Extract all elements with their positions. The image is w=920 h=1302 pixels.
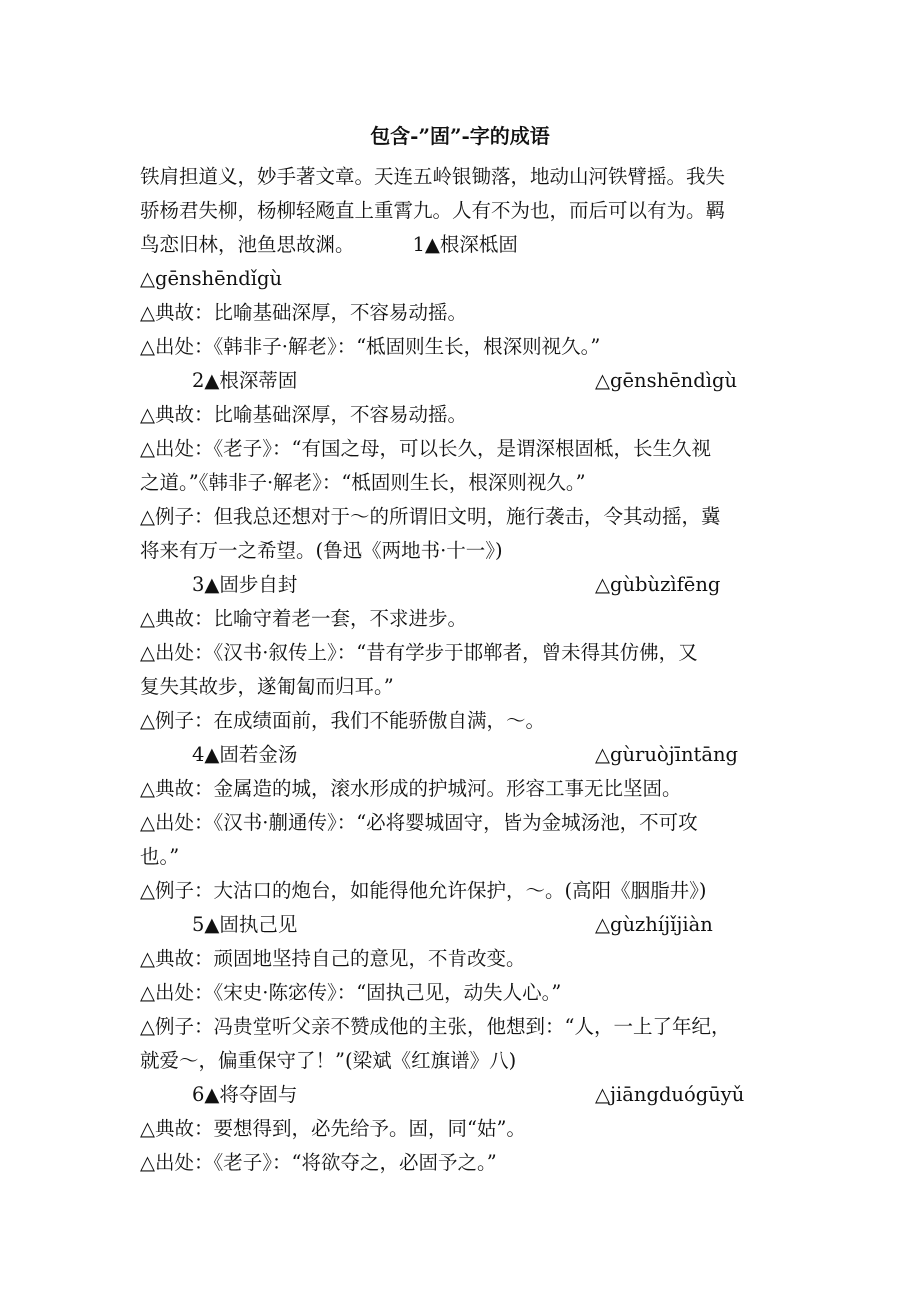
entry-line: △典故：比喻基础深厚，不容易动摇。	[140, 403, 467, 426]
entry-line: △例子：大沽口的炮台，如能得他允许保护，～。(高阳《胭脂井》)	[140, 879, 707, 902]
entry-line: 将来有万一之希望。(鲁迅《两地书·十一》)	[140, 539, 503, 562]
entry-pinyin: △gùruòjīntāng	[595, 743, 739, 766]
entry-line: △出处：《汉书·叙传上》：“昔有学步于邯郸者，曾未得其仿佛，又	[140, 641, 698, 664]
entry-line: 就爱～，偏重保守了！”(梁斌《红旗谱》八)	[140, 1049, 517, 1072]
entry-pinyin: △gēnshēndìgù	[595, 369, 738, 392]
entry-line: 也。”	[140, 845, 180, 868]
entry-header	[140, 568, 785, 602]
entry-line: △出处：《宋史·陈宓传》：“固执己见，动失人心。”	[140, 981, 562, 1004]
entry-header	[140, 738, 785, 772]
intro-line	[140, 228, 785, 262]
intro-line-text: 鸟恋旧林，池鱼思故渊。	[140, 233, 355, 256]
entry-line: △出处：《韩非子·解老》：“柢固则生长，根深则视久。”	[140, 335, 601, 358]
entry-line: △典故：要想得到，必先给予。固，同“姑”。	[140, 1117, 526, 1140]
entry-heading: 2▲根深蒂固	[192, 369, 298, 392]
entry-pinyin: △gùbùzìfēng	[595, 573, 721, 596]
entry-pinyin: △gēnshēndǐgù	[140, 267, 283, 290]
document-title: 包含-”固”-字的成语	[370, 124, 550, 148]
entry-line: △例子：冯贵堂听父亲不赞成他的主张，他想到：“人，一上了年纪，	[140, 1015, 731, 1038]
entry-line: △典故：比喻守着老一套，不求进步。	[140, 607, 467, 630]
entry-line: △出处：《汉书·蒯通传》：“必将婴城固守，皆为金城汤池，不可攻	[140, 811, 698, 834]
entry-line: 之道。”《韩非子·解老》：“柢固则生长，根深则视久。”	[140, 471, 586, 494]
entry-line: △例子：在成绩面前，我们不能骄傲自满，～。	[140, 709, 545, 732]
entry-heading: 3▲固步自封	[192, 573, 298, 596]
entry-line: △出处：《老子》：“将欲夺之，必固予之。”	[140, 1151, 497, 1174]
entry-heading: 5▲固执己见	[192, 913, 298, 936]
entry-header	[140, 1078, 785, 1112]
entry-line: △例子：但我总还想对于～的所谓旧文明，施行袭击，令其动摇，冀	[140, 505, 721, 528]
entry-line: 复失其故步，遂匍匐而归耳。”	[140, 675, 394, 698]
entry-line: △出处：《老子》：“有国之母，可以长久，是谓深根固柢，长生久视	[140, 437, 711, 460]
entry-header	[140, 364, 785, 398]
entry-heading: 4▲固若金汤	[192, 743, 298, 766]
document-body	[140, 160, 785, 1180]
entry-header	[140, 908, 785, 942]
intro-line: 铁肩担道义，妙手著文章。天连五岭银锄落，地动山河铁臂摇。我失	[140, 165, 726, 188]
entry-pinyin: △gùzhíjǐjiàn	[595, 913, 713, 936]
entry-pinyin: △jiāngduógūyǔ	[595, 1083, 745, 1106]
intro-line: 骄杨君失柳，杨柳轻飏直上重霄九。人有不为也，而后可以有为。羁	[140, 199, 726, 222]
entry-heading: 6▲将夺固与	[192, 1083, 298, 1106]
entry-line: △典故：比喻基础深厚，不容易动摇。	[140, 301, 467, 324]
entry-line: △典故：金属造的城，滚水形成的护城河。形容工事无比坚固。	[140, 777, 682, 800]
entry-line: △典故：顽固地坚持自己的意见，不肯改变。	[140, 947, 526, 970]
entry-heading: 1▲根深柢固	[412, 233, 518, 256]
